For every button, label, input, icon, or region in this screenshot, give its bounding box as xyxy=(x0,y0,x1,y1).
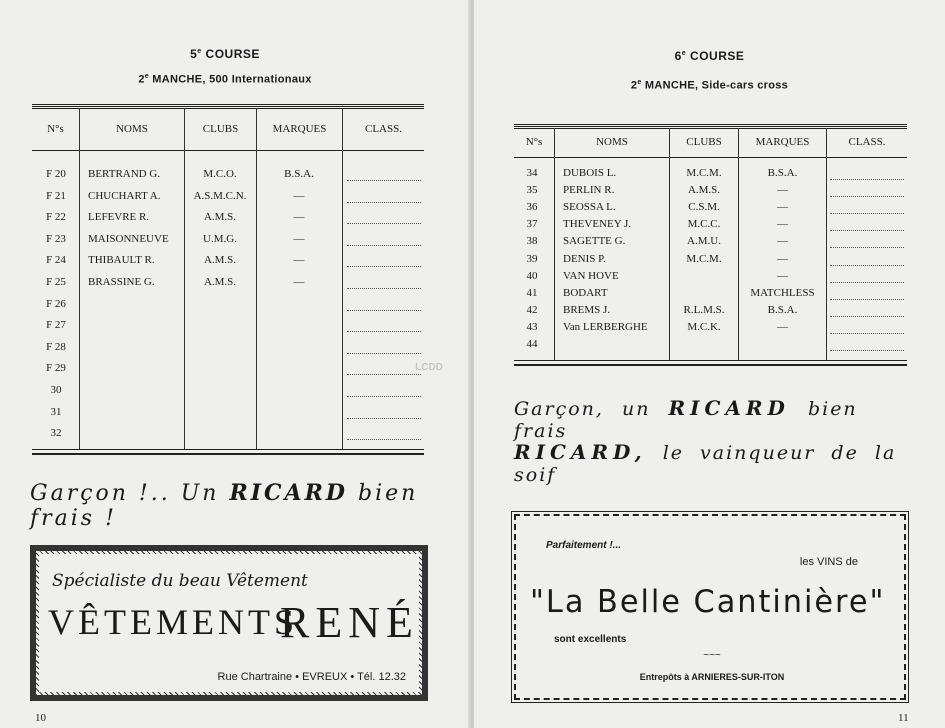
row-name: PERLIN R. xyxy=(563,184,615,197)
row-marque: — xyxy=(293,211,305,224)
right-course-title: 6e COURSE xyxy=(674,49,745,63)
row-club: M.C.C. xyxy=(687,218,721,231)
row-name: BREMS J. xyxy=(563,303,611,316)
row-number: 39 xyxy=(526,252,538,265)
row-marque: B.S.A. xyxy=(767,167,798,179)
class-blank-line xyxy=(830,350,904,351)
class-blank-line xyxy=(347,418,421,419)
ad-address: Rue Chartraine • EVREUX • Tél. 12.32 xyxy=(217,671,406,683)
row-club: R.L.M.S. xyxy=(683,303,725,316)
row-name: THIBAULT R. xyxy=(88,254,155,267)
ad-tagline: Spécialiste du beau Vêtement xyxy=(52,571,308,591)
row-marque: MATCHLESS xyxy=(750,286,815,299)
ad-intro: Parfaitement !... xyxy=(546,540,622,551)
row-marque: — xyxy=(293,232,305,245)
row-number: F 25 xyxy=(46,276,66,288)
row-marque: — xyxy=(777,235,788,248)
row-number: F 22 xyxy=(46,211,66,224)
col-header-num: N°s xyxy=(525,136,543,148)
class-blank-line xyxy=(830,230,904,231)
ad-line2: sont excellents xyxy=(554,634,627,645)
right-course-subtitle: 2e MANCHE, Side-cars cross xyxy=(630,79,789,92)
row-name: SAGETTE G. xyxy=(563,235,626,248)
row-number: 35 xyxy=(526,184,538,197)
row-name: BRASSINE G. xyxy=(88,276,155,288)
row-number: 42 xyxy=(526,303,538,316)
col-header-clubs: CLUBS xyxy=(686,136,722,148)
class-blank-line xyxy=(830,196,904,197)
class-blank-line xyxy=(830,282,904,283)
row-marque: B.S.A. xyxy=(284,168,314,180)
rene-advertisement xyxy=(30,545,428,701)
row-club: M.C.O. xyxy=(203,168,237,180)
class-blank-line xyxy=(830,316,904,317)
row-number: F 24 xyxy=(46,254,66,267)
row-number: 44 xyxy=(526,338,538,350)
row-marque: B.S.A. xyxy=(767,303,798,316)
row-number: 37 xyxy=(526,218,538,231)
row-marque: — xyxy=(777,201,788,214)
row-name: VAN HOVE xyxy=(563,269,619,282)
row-name: THEVENEY J. xyxy=(563,218,632,231)
class-blank-line xyxy=(347,439,421,440)
class-blank-line xyxy=(347,288,421,289)
class-blank-line xyxy=(347,310,421,311)
left-ricard-slogan: Garçon !.. Un RICARD bien frais ! xyxy=(30,480,419,531)
row-name: DUBOIS L. xyxy=(563,167,617,179)
class-blank-line xyxy=(830,299,904,300)
col-header-class: CLASS. xyxy=(365,123,402,135)
left-page xyxy=(0,0,470,728)
right-ricard-slogan-2: RICARD, le vainqueur de la soif xyxy=(514,440,897,486)
row-name: DENIS P. xyxy=(563,252,606,265)
row-number: 38 xyxy=(526,235,538,248)
row-name: BODART xyxy=(563,286,608,299)
watermark-logo: LCDD xyxy=(415,362,443,373)
class-blank-line xyxy=(347,266,421,267)
col-header-noms: NOMS xyxy=(116,123,148,135)
row-marque: — xyxy=(777,269,788,282)
row-marque: — xyxy=(777,320,788,333)
row-club: C.S.M. xyxy=(688,201,720,214)
ad-address: Entrepôts à ARNIERES-SUR-ITON xyxy=(639,672,785,682)
col-header-class: CLASS. xyxy=(848,136,886,148)
class-blank-line xyxy=(830,247,904,248)
row-name: SEOSSA L. xyxy=(563,201,616,214)
class-blank-line xyxy=(347,396,421,397)
ad-line1: les VINS de xyxy=(799,556,858,568)
row-number: 31 xyxy=(50,405,62,418)
col-header-marques: MARQUES xyxy=(755,136,810,148)
class-blank-line xyxy=(347,245,421,246)
row-name: MAISONNEUVE xyxy=(88,232,169,245)
class-blank-line xyxy=(347,331,421,332)
row-club: A.M.S. xyxy=(203,254,237,267)
ad-tilde: ~~~ xyxy=(703,650,721,661)
class-blank-line xyxy=(347,202,421,203)
row-club: A.S.M.C.N. xyxy=(193,189,247,202)
row-number: F 29 xyxy=(46,362,66,375)
class-blank-line xyxy=(347,180,421,181)
right-ricard-slogan-1: Garçon, un RICARD bien frais xyxy=(514,396,858,442)
row-club: A.M.S. xyxy=(687,184,721,197)
row-marque: — xyxy=(293,254,305,267)
row-marque: — xyxy=(293,189,305,202)
row-name: BERTRAND G. xyxy=(88,168,161,180)
row-number: 40 xyxy=(526,269,538,282)
class-blank-line xyxy=(830,333,904,334)
class-blank-line xyxy=(347,353,421,354)
row-name: LEFEVRE R. xyxy=(88,211,150,224)
row-number: 41 xyxy=(526,286,538,299)
row-number: F 27 xyxy=(46,319,66,332)
row-number: F 20 xyxy=(46,168,66,180)
right-page-number: 11 xyxy=(898,712,909,724)
class-blank-line xyxy=(830,179,904,180)
row-club: M.C.M. xyxy=(686,167,722,179)
row-number: 34 xyxy=(526,167,538,179)
col-header-clubs: CLUBS xyxy=(202,123,239,135)
row-name: Van LERBERGHE xyxy=(563,320,648,333)
row-number: F 28 xyxy=(46,340,66,353)
class-blank-line xyxy=(830,265,904,266)
row-marque: — xyxy=(777,252,788,265)
row-number: 30 xyxy=(50,384,62,396)
row-number: F 26 xyxy=(46,297,66,310)
row-club: A.M.S. xyxy=(203,276,237,288)
left-course-title: 5e COURSE xyxy=(190,47,260,61)
row-marque: — xyxy=(293,276,305,288)
row-club: A.M.S. xyxy=(203,211,237,224)
col-header-num: N°s xyxy=(47,123,64,135)
class-blank-line xyxy=(347,223,421,224)
row-club: M.C.K. xyxy=(687,320,721,333)
col-header-noms: NOMS xyxy=(596,136,628,148)
right-page xyxy=(474,0,945,728)
ad-brand-vetements: VÊTEMENTS xyxy=(48,602,298,642)
ad-brand-rene: RENÉ xyxy=(280,598,419,647)
left-page-number: 10 xyxy=(35,712,46,724)
row-number: 43 xyxy=(526,320,538,333)
class-blank-line xyxy=(830,213,904,214)
row-marque: — xyxy=(777,184,788,197)
row-club: U.M.G. xyxy=(203,232,237,245)
belle-cantiniere-advertisement xyxy=(514,514,906,700)
left-course-subtitle: 2e MANCHE, 500 Internationaux xyxy=(138,73,312,86)
class-blank-line xyxy=(347,374,421,375)
row-number: 32 xyxy=(50,427,62,440)
row-number: F 21 xyxy=(46,189,66,202)
ad-brand: "La Belle Cantinière" xyxy=(530,584,886,620)
row-name: CHUCHART A. xyxy=(88,189,161,202)
row-number: F 23 xyxy=(46,232,66,245)
row-club: A.M.U. xyxy=(687,235,721,248)
row-marque: — xyxy=(777,218,788,231)
col-header-marques: MARQUES xyxy=(272,123,327,135)
row-number: 36 xyxy=(526,201,538,214)
row-club: M.C.M. xyxy=(686,252,722,265)
